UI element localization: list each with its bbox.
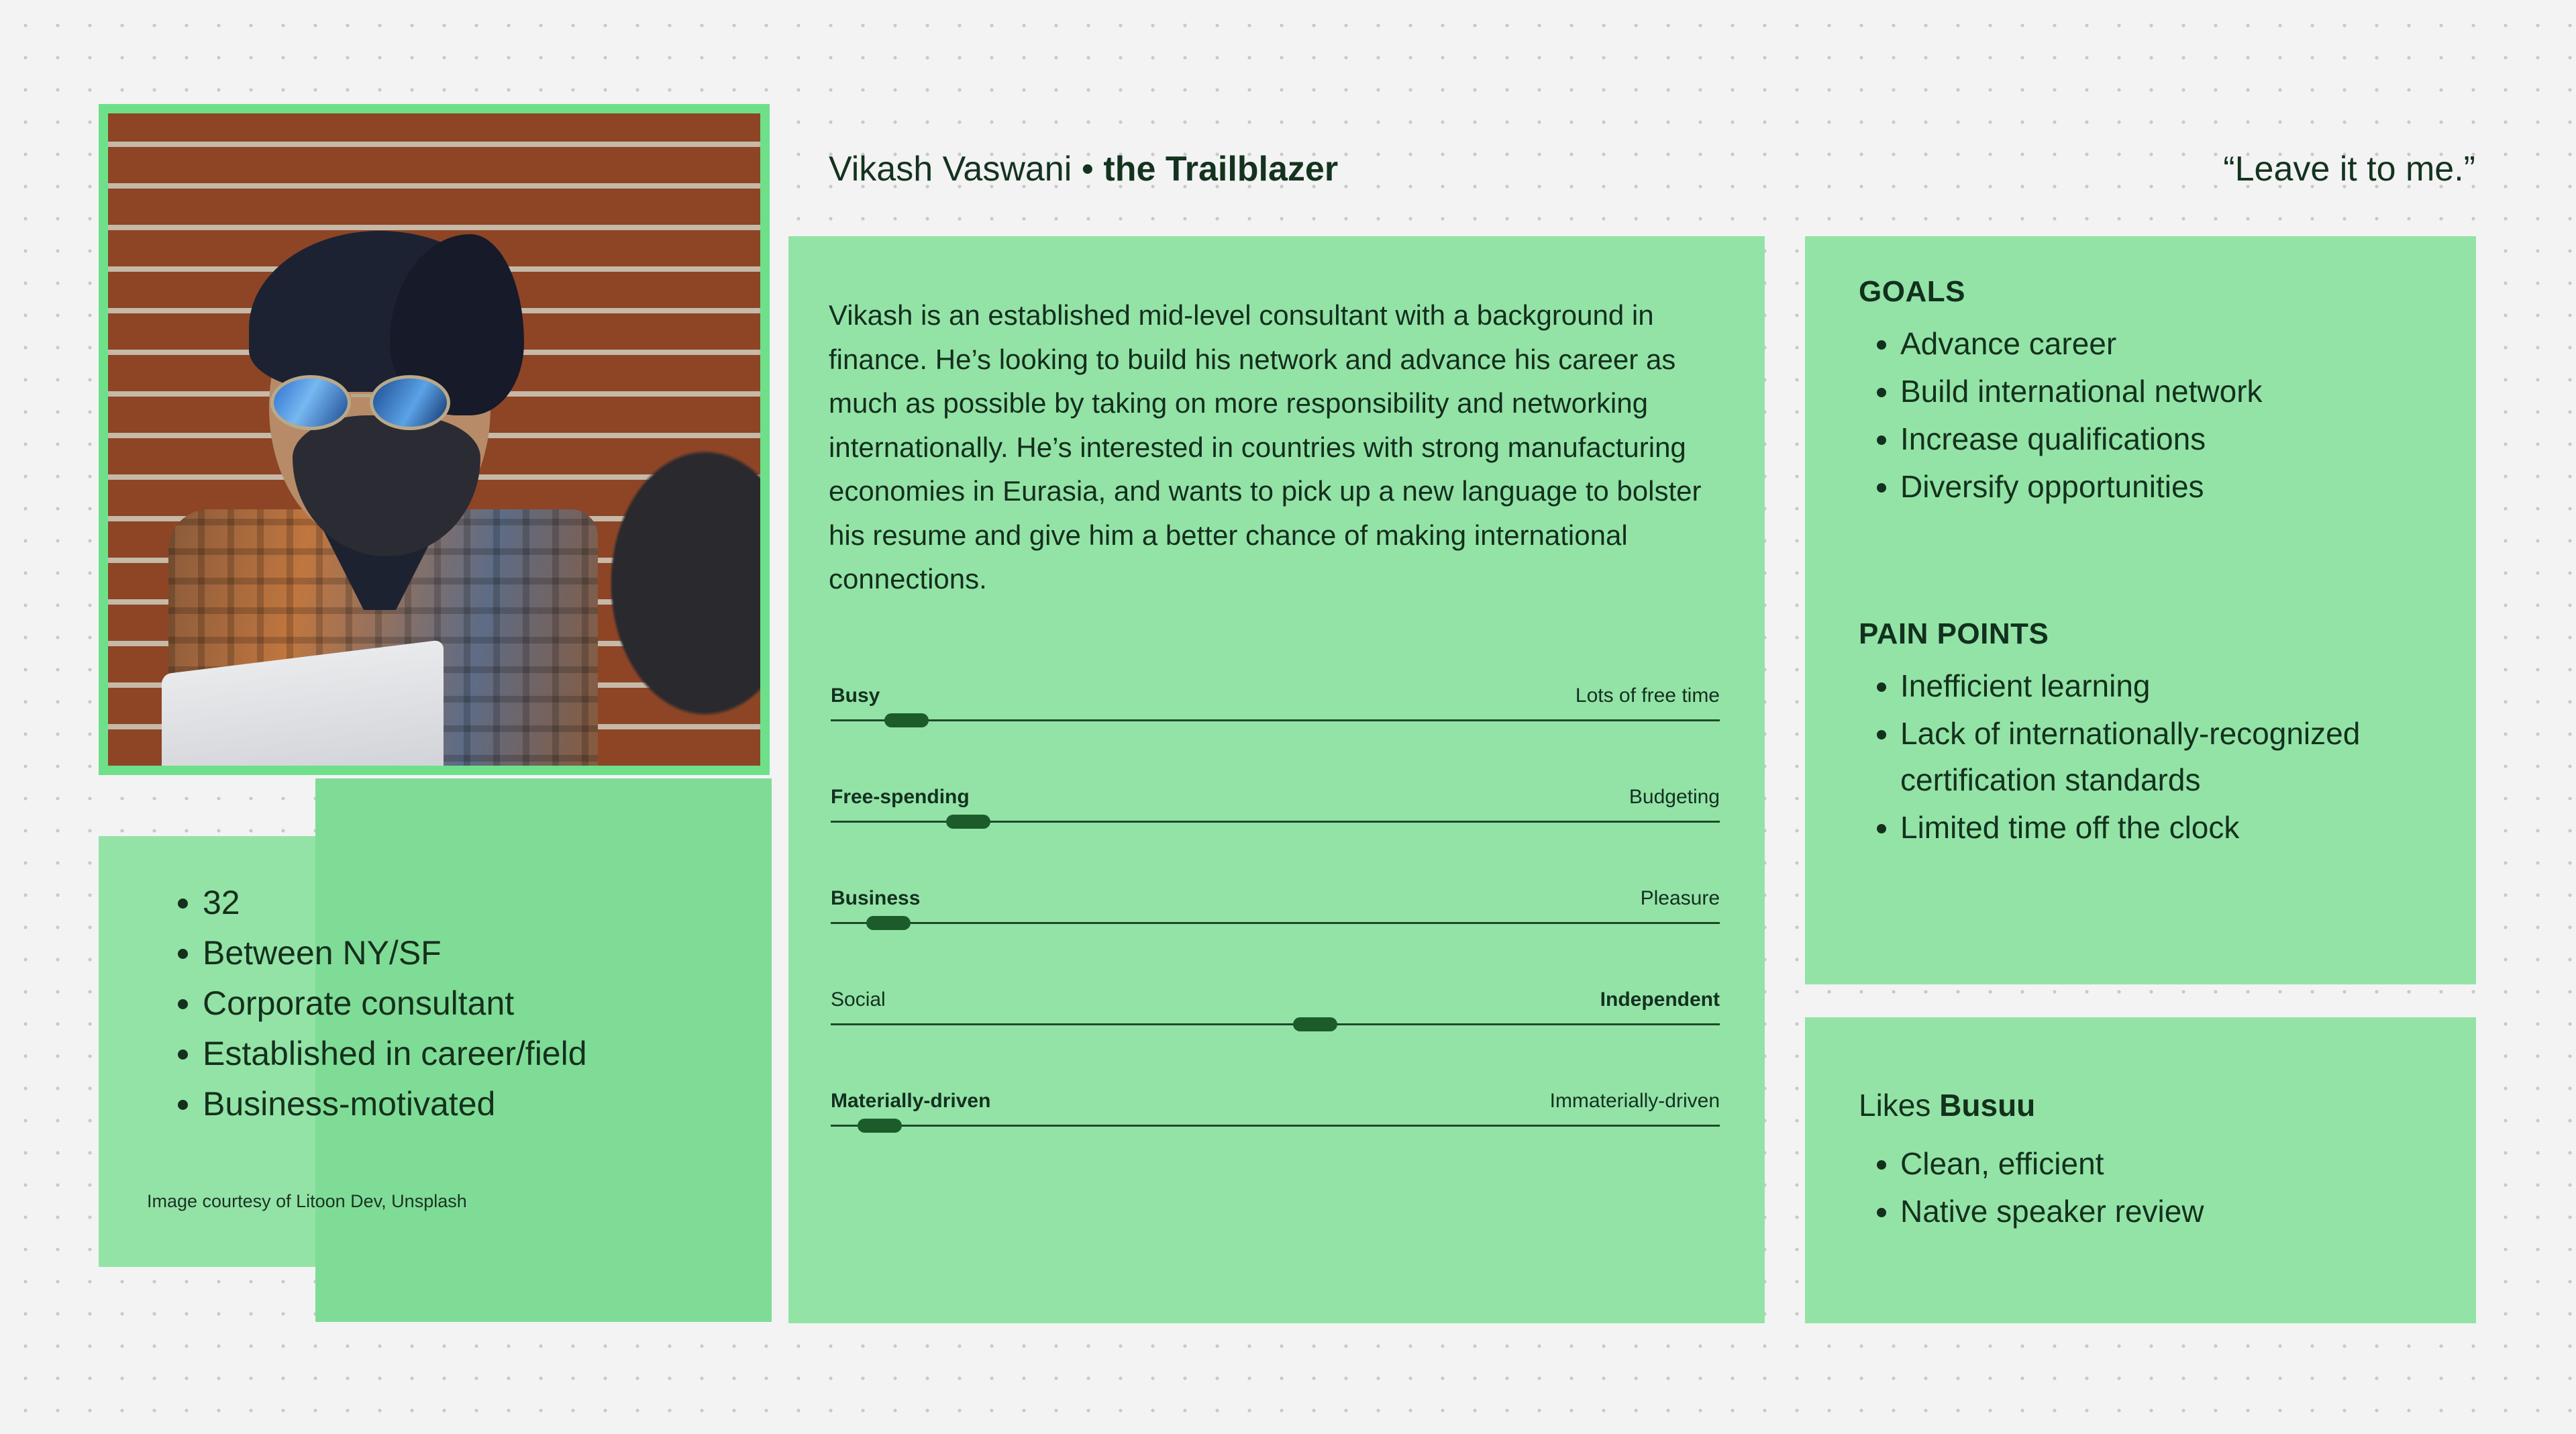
- list-item: • Increase qualifications: [1900, 416, 2483, 462]
- slider-track[interactable]: [831, 1023, 1720, 1025]
- pain-points-list: [1859, 663, 2483, 852]
- slider-label-row: [831, 684, 1720, 707]
- slider-left-label: Busy: [831, 684, 880, 707]
- list-item: • Business-motivated: [203, 1080, 718, 1128]
- slider-knob[interactable]: [866, 916, 911, 930]
- list-item: • Established in career/field: [203, 1030, 718, 1078]
- likes-list: [1859, 1141, 2483, 1236]
- slider-left-label: Free-spending: [831, 786, 970, 808]
- persona-name: Vikash Vaswani: [829, 150, 1072, 189]
- slider-knob[interactable]: [884, 713, 929, 727]
- photo-glasses-bridge: [351, 394, 371, 397]
- slider-left-label: Business: [831, 887, 921, 909]
- photo-background: [108, 113, 760, 766]
- goals-heading: GOALS: [1859, 275, 1965, 308]
- bio-text: Vikash is an established mid-level consultant with a background in finance. He’s looking to build his network and advance his career as much as possible by taking on more responsibility and networking internationally. He’s interested in countries with strong manufacturing economies in Eurasia, and wants to pick up a new language to bolster his resume and give him a better chance of making international connections.: [829, 299, 1702, 595]
- photo-glasses-left: [270, 375, 351, 430]
- slider-track[interactable]: [831, 1125, 1720, 1127]
- slider-right-label: Lots of free time: [1575, 684, 1720, 707]
- slider-label-row: [831, 887, 1720, 910]
- likes-brand: Busuu: [1939, 1088, 2036, 1123]
- likes-heading: [1859, 1087, 2035, 1123]
- slider-right-label: Pleasure: [1640, 887, 1720, 909]
- slider-right-label: Immaterially-driven: [1549, 1090, 1720, 1112]
- slider-spending: [831, 786, 1720, 823]
- slider-knob[interactable]: [858, 1119, 902, 1133]
- list-item: • 32: [203, 879, 718, 927]
- name-separator: •: [1072, 150, 1104, 189]
- slider-label-row: [831, 786, 1720, 809]
- list-item: • Inefficient learning: [1900, 663, 2483, 709]
- list-item: • Advance career: [1900, 321, 2483, 367]
- list-item: • Build international network: [1900, 368, 2483, 415]
- list-item: • Clean, efficient: [1900, 1141, 2483, 1187]
- slider-right-label: Budgeting: [1629, 786, 1720, 808]
- slider-materially-driven: [831, 1090, 1720, 1127]
- photo-glasses-right: [370, 375, 450, 430]
- slider-track[interactable]: [831, 922, 1720, 924]
- slider-business-pleasure: [831, 887, 1720, 924]
- facts-list: [161, 879, 718, 1131]
- slider-left-label: Social: [831, 988, 886, 1011]
- slider-busy: [831, 684, 1720, 721]
- slider-social-independent: [831, 988, 1720, 1025]
- slider-right-label: Independent: [1600, 988, 1720, 1011]
- list-item: • Between NY/SF: [203, 929, 718, 977]
- persona-quote: “Leave it to me.”: [2223, 150, 2475, 189]
- goals-list: [1859, 321, 2483, 511]
- slider-knob[interactable]: [1293, 1017, 1337, 1031]
- photo-credit: Image courtesy of Litoon Dev, Unsplash: [147, 1191, 467, 1211]
- persona-role: the Trailblazer: [1103, 150, 1339, 189]
- slider-track[interactable]: [831, 821, 1720, 823]
- attribute-sliders: [831, 684, 1720, 1191]
- slider-label-row: [831, 1090, 1720, 1113]
- list-item: • Limited time off the clock: [1900, 805, 2483, 851]
- list-item: • Native speaker review: [1900, 1188, 2483, 1235]
- pain-points-heading: PAIN POINTS: [1859, 617, 2049, 650]
- slider-left-label: Materially-driven: [831, 1090, 991, 1112]
- slider-knob[interactable]: [946, 815, 990, 829]
- list-item: • Diversify opportunities: [1900, 464, 2483, 510]
- list-item: • Lack of internationally-recognized certification standards: [1900, 711, 2483, 803]
- persona-name-line: [829, 149, 1338, 189]
- list-item: • Corporate consultant: [203, 980, 718, 1027]
- slider-track[interactable]: [831, 719, 1720, 721]
- slider-label-row: [831, 988, 1720, 1011]
- photo-subject: [168, 194, 598, 775]
- likes-prefix: Likes: [1859, 1088, 1940, 1123]
- persona-photo: [99, 104, 770, 775]
